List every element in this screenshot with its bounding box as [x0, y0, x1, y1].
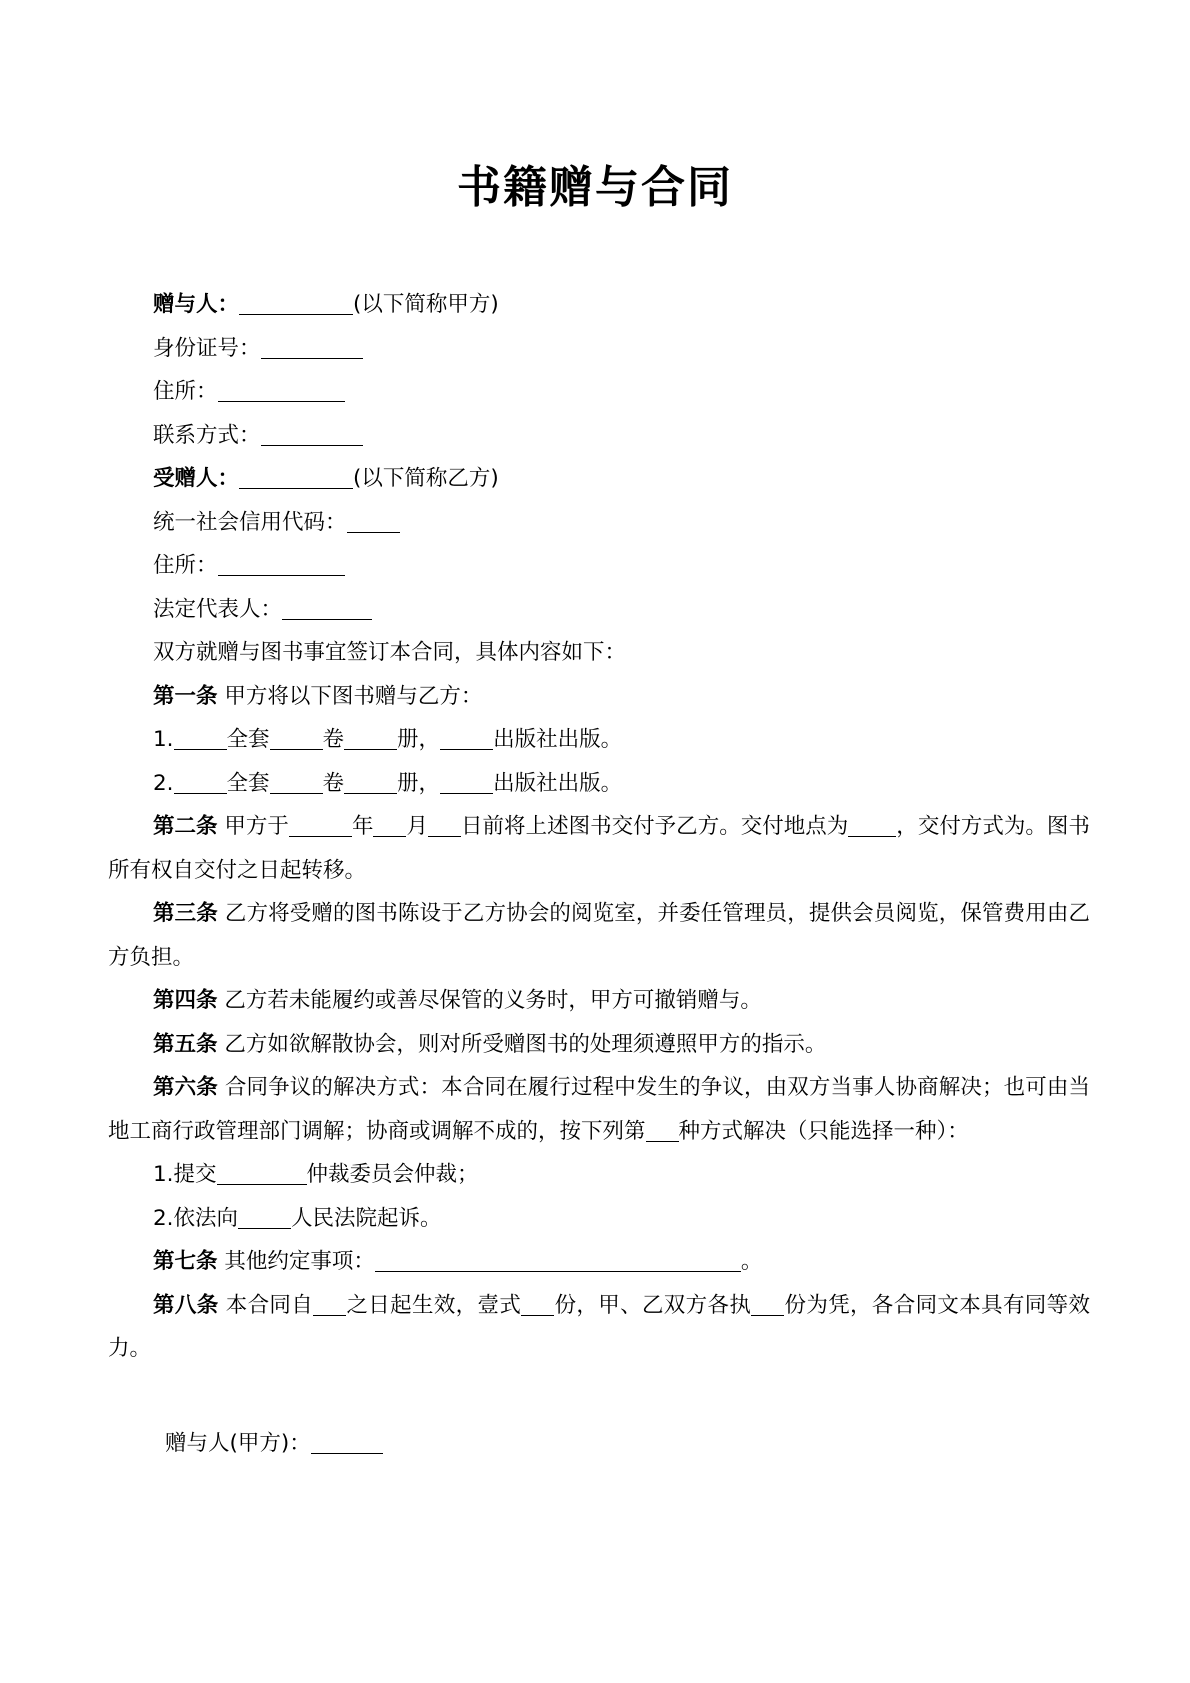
contract-body: [108, 283, 1090, 1371]
item-number: 1.: [153, 727, 174, 752]
article-8: [108, 1284, 1090, 1371]
article-text: 甲方于: [217, 814, 289, 839]
article-3-heading: 第三条: [153, 901, 218, 926]
donor-contact-blank[interactable]: [261, 420, 363, 446]
article-6-option-2: [108, 1197, 1090, 1241]
donor-note: (以下简称甲方): [353, 292, 499, 317]
article-1-text: 甲方将以下图书赠与乙方：: [217, 683, 483, 709]
donee-rep-line: [108, 588, 1090, 632]
item-text: 卷: [322, 770, 345, 796]
donee-rep-label: 法定代表人：: [153, 596, 283, 622]
blank-field[interactable]: [270, 768, 323, 794]
book-item-1: [108, 718, 1090, 762]
article-text: 乙方如欲解散协会，则对所受赠图书的处理须遵照甲方的指示。: [217, 1031, 827, 1057]
donee-code-line: [108, 501, 1090, 545]
article-5: [108, 1023, 1090, 1067]
article-text: 种方式解决（只能选择一种）：: [678, 1118, 969, 1144]
other-terms-blank[interactable]: [375, 1247, 741, 1273]
intro-line: 双方就赠与图书事宜签订本合同，具体内容如下：: [153, 640, 627, 665]
donor-name-blank[interactable]: [239, 290, 353, 316]
donee-name-blank[interactable]: [239, 464, 353, 490]
copies-blank[interactable]: [521, 1290, 554, 1316]
article-5-heading: 第五条: [153, 1031, 218, 1057]
article-6-heading: 第六条: [153, 1075, 218, 1100]
donor-label: 赠与人：: [153, 292, 240, 317]
delivery-place-blank[interactable]: [848, 812, 896, 838]
article-1-heading: 第一条: [153, 683, 218, 709]
item-text: 出版社出版。: [493, 770, 623, 796]
option-text: 2.依法向: [153, 1205, 239, 1231]
donor-id-label: 身份证号：: [153, 335, 261, 361]
article-text: 月: [406, 814, 429, 839]
item-text: 卷: [322, 727, 345, 752]
method-choice-blank[interactable]: [646, 1116, 679, 1142]
donor-signature-line: [165, 1422, 383, 1466]
article-text: 合同争议的解决方式：本合同在履行过程中发生的争议，由双方当事人协商解决；也可由当地工商行政管理部门调解；协商或调解不成的，按下列第: [108, 1075, 1090, 1144]
item-text: 全套: [226, 770, 270, 796]
article-text: 之日起生效，壹式: [346, 1292, 522, 1318]
month-blank[interactable]: [373, 812, 406, 838]
item-text: 册，: [397, 727, 441, 752]
blank-field[interactable]: [440, 768, 493, 794]
article-1: [108, 675, 1090, 719]
article-4: [108, 979, 1090, 1023]
article-text: 本合同自: [218, 1292, 314, 1318]
year-blank[interactable]: [289, 812, 352, 838]
signature-blank[interactable]: [311, 1429, 383, 1455]
article-6: [108, 1066, 1090, 1153]
article-text: ，交付方式为: [896, 814, 1026, 839]
article-text: 其他约定事项：: [217, 1249, 375, 1274]
article-7: [108, 1240, 1090, 1284]
article-6-option-1: [108, 1153, 1090, 1197]
donee-address-label: 住所：: [153, 553, 218, 578]
option-text: 人民法院起诉。: [291, 1205, 442, 1231]
donor-id-blank[interactable]: [261, 333, 363, 359]
effective-date-blank[interactable]: [313, 1290, 346, 1316]
donor-id-line: [108, 327, 1090, 371]
item-text: 出版社出版。: [493, 727, 623, 752]
donor-contact-label: 联系方式：: [153, 422, 261, 448]
donee-note: (以下简称乙方): [353, 466, 499, 491]
court-blank[interactable]: [238, 1203, 291, 1229]
donee-address-blank[interactable]: [218, 551, 345, 577]
blank-field[interactable]: [270, 725, 323, 751]
article-text: 。: [740, 1249, 763, 1274]
blank-field[interactable]: [174, 725, 227, 751]
article-text: 日前将上述图书交付予乙方。交付地点为: [461, 814, 849, 839]
option-text: 1.提交: [153, 1162, 217, 1187]
article-3: [108, 892, 1090, 979]
article-text: 份，甲、乙双方各执: [554, 1292, 752, 1318]
donor-address-label: 住所：: [153, 379, 218, 404]
article-text: 乙方若未能履约或善尽保管的义务时，甲方可撤销赠与。: [217, 988, 762, 1013]
blank-field[interactable]: [344, 725, 397, 751]
each-party-copies-blank[interactable]: [751, 1290, 784, 1316]
donor-contact-line: [108, 414, 1090, 458]
document-title: 书籍赠与合同: [457, 162, 733, 213]
donor-address-blank[interactable]: [218, 377, 345, 403]
book-item-2: [108, 762, 1090, 806]
donee-code-label: 统一社会信用代码：: [153, 509, 347, 535]
article-4-heading: 第四条: [153, 988, 218, 1013]
article-7-heading: 第七条: [153, 1249, 218, 1274]
article-text: 份为凭，各合同文本具有同等效力。: [108, 1292, 1090, 1361]
article-8-heading: 第八条: [153, 1292, 219, 1318]
arbitration-blank[interactable]: [217, 1160, 307, 1186]
article-text: 乙方将受赠的图书陈设于乙方协会的阅览室，并委任管理员，提供会员阅览，保管费用由乙方负担。: [108, 901, 1090, 970]
signature-label: 赠与人(甲方)：: [165, 1431, 311, 1456]
day-blank[interactable]: [428, 812, 461, 838]
donee-address-line: [108, 544, 1090, 588]
article-text: 。图书所有权自交付之日起转移。: [108, 814, 1090, 883]
option-text: 仲裁委员会仲裁；: [306, 1162, 479, 1187]
article-text: 年: [351, 814, 374, 839]
article-2-heading: 第二条: [153, 814, 218, 839]
item-text: 册，: [397, 770, 441, 796]
donee-rep-blank[interactable]: [282, 594, 372, 620]
item-number: 2.: [153, 770, 174, 796]
donor-line: [108, 283, 1090, 327]
donee-label: 受赠人：: [153, 466, 240, 491]
donee-line: [108, 457, 1090, 501]
blank-field[interactable]: [344, 768, 397, 794]
donor-address-line: [108, 370, 1090, 414]
item-text: 全套: [226, 727, 270, 752]
donee-code-blank[interactable]: [347, 507, 400, 533]
blank-field[interactable]: [174, 768, 227, 794]
blank-field[interactable]: [440, 725, 493, 751]
article-2: [108, 805, 1090, 892]
